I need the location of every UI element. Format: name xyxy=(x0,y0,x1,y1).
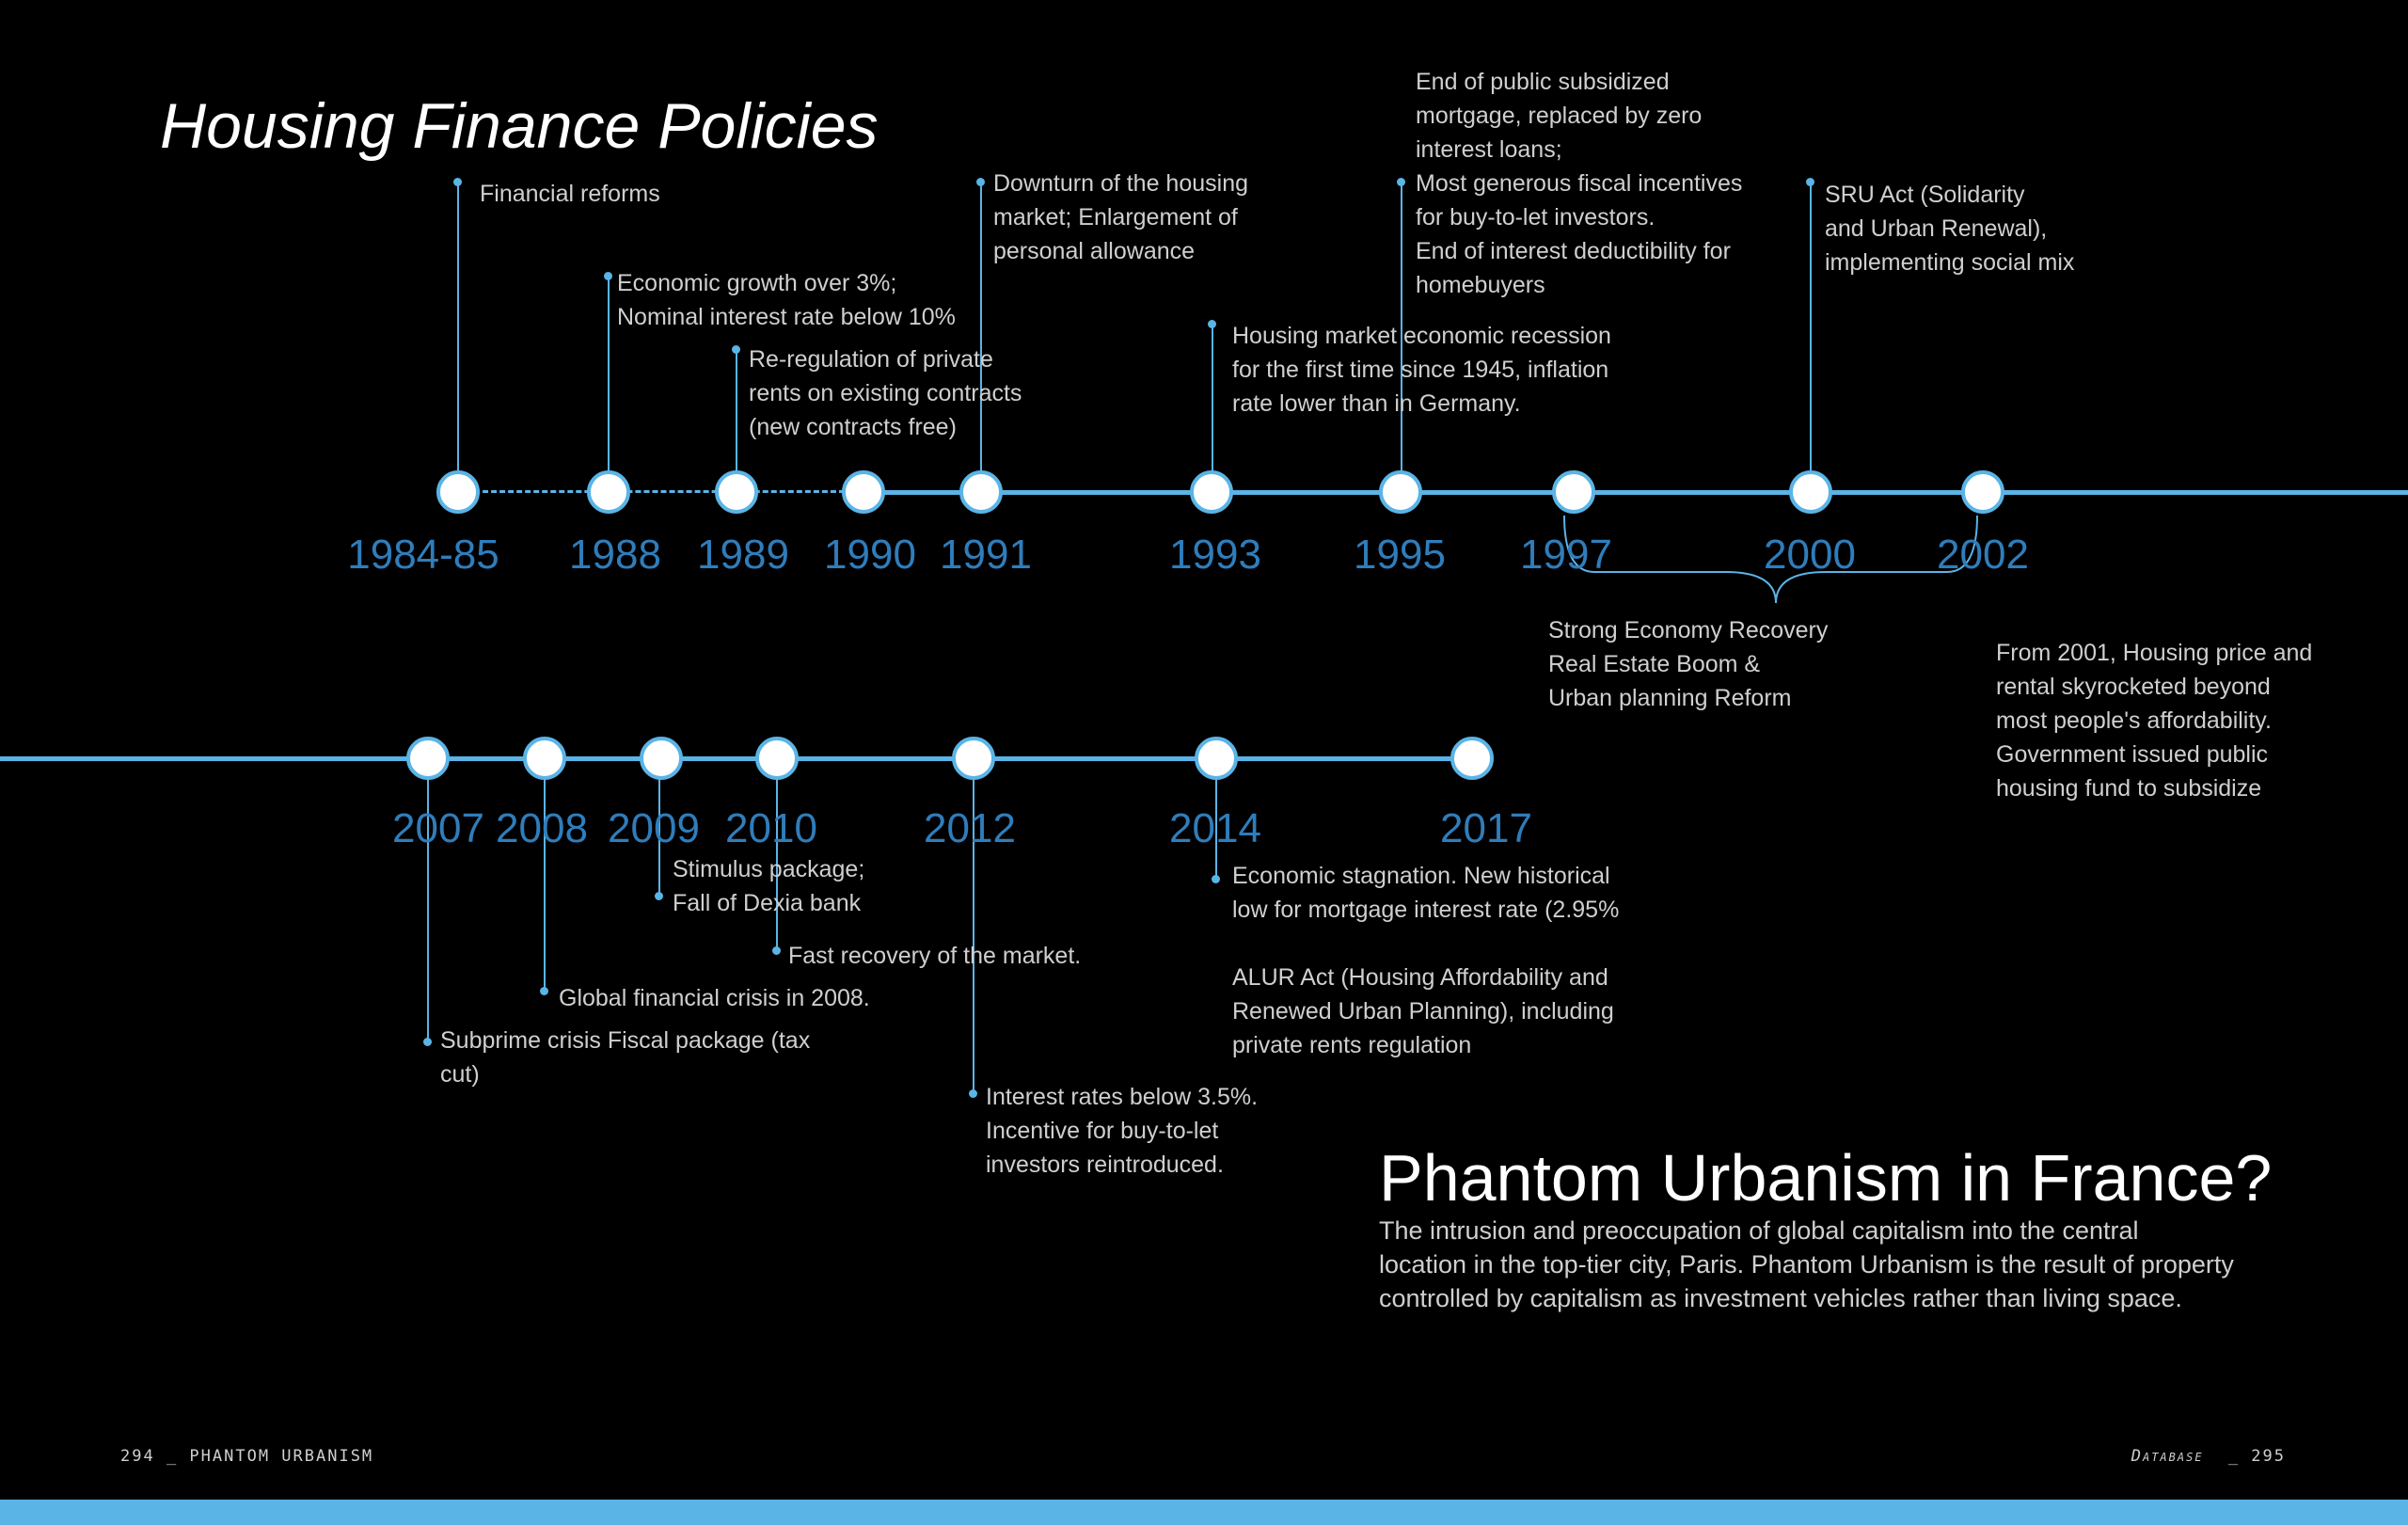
timeline-node-2002 xyxy=(1961,470,2004,514)
timeline-top-dashed-line xyxy=(457,490,862,493)
timeline-node-1993 xyxy=(1190,470,1233,514)
timeline-node-1991 xyxy=(959,470,1003,514)
year-label: 2009 xyxy=(608,805,700,851)
section-heading: Phantom Urbanism in France? xyxy=(1379,1141,2273,1215)
event-text-1991: Downturn of the housing market; Enlargement of personal allowance xyxy=(993,170,1249,264)
event-text-2007: Subprime crisis Fiscal package (tax cut) xyxy=(440,1027,811,1088)
timeline-bottom-line xyxy=(0,756,1472,761)
event-connector xyxy=(1212,325,1213,472)
event-dot xyxy=(1212,875,1220,883)
event-text-2008: Global financial crisis in 2008. xyxy=(559,985,870,1011)
timeline-node-1990 xyxy=(842,470,885,514)
year-label: 1988 xyxy=(569,532,661,578)
timeline-node-1997 xyxy=(1552,470,1595,514)
event-text-1984-85: Financial reforms xyxy=(480,181,660,207)
event-dot xyxy=(655,892,663,900)
footer-left-folio: 294 _ PHANTOM URBANISM xyxy=(120,1447,374,1466)
footer-right-folio xyxy=(2131,1447,2286,1466)
timeline-node-1989 xyxy=(715,470,758,514)
event-text-1993: Housing market economic recession for the first time since 1945, inflation rate lower than in Germany. xyxy=(1232,323,1611,417)
event-text-2012: Interest rates below 3.5%. Incentive for buy-to-let investors reintroduced. xyxy=(986,1084,1259,1178)
timeline-node-1988 xyxy=(587,470,630,514)
event-connector xyxy=(1810,183,1812,472)
event-dot xyxy=(1208,320,1216,328)
year-label: 2017 xyxy=(1440,805,1532,851)
year-label: 1990 xyxy=(824,532,916,578)
event-connector xyxy=(608,277,610,472)
timeline-node-2012 xyxy=(952,737,995,780)
timeline-node-2007 xyxy=(406,737,450,780)
timeline-node-1995 xyxy=(1379,470,1422,514)
event-dot xyxy=(423,1038,432,1046)
timeline-node-2009 xyxy=(640,737,683,780)
year-label: 2014 xyxy=(1169,805,1261,851)
timeline-node-2017 xyxy=(1450,737,1494,780)
year-label: 1997 xyxy=(1520,532,1612,578)
timeline-node-2000 xyxy=(1789,470,1832,514)
footer-bar xyxy=(0,1500,2408,1525)
year-label: 1989 xyxy=(697,532,789,578)
event-dot xyxy=(604,272,612,280)
year-label: 2008 xyxy=(496,805,588,851)
period-note: Strong Economy Recovery Real Estate Boom & Urban planning Reform xyxy=(1548,617,1829,711)
timeline-node-2014 xyxy=(1195,737,1238,780)
year-label: 1991 xyxy=(940,532,1032,578)
event-text-1995: End of public subsidized mortgage, replaced by zero interest loans; Most generous fiscal incentives for buy-to-let investors. End of interest deductibility for homebuyers xyxy=(1416,69,1743,298)
event-text-1989: Re-regulation of private rents on existing contracts (new contracts free) xyxy=(749,346,1022,440)
event-dot xyxy=(453,178,462,186)
event-dot xyxy=(976,178,985,186)
event-text-1988: Economic growth over 3%; Nominal interest rate below 10% xyxy=(617,270,956,330)
timeline-node-2010 xyxy=(755,737,799,780)
event-connector xyxy=(736,350,737,472)
timeline-node-1984-85 xyxy=(436,470,480,514)
year-label: 2002 xyxy=(1937,532,2029,578)
year-label: 1995 xyxy=(1354,532,1446,578)
year-label: 2000 xyxy=(1764,532,1856,578)
event-dot xyxy=(1397,178,1405,186)
year-label: 1993 xyxy=(1169,532,1261,578)
footer-section-name: Database xyxy=(2131,1447,2204,1466)
year-label: 2007 xyxy=(392,805,484,851)
event-text-2009: Stimulus package; Fall of Dexia bank xyxy=(673,856,865,916)
side-note: From 2001, Housing price and rental skyrocketed beyond most people's affordability. Government issued public housing fund to subsidize xyxy=(1996,640,2313,802)
section-body: The intrusion and preoccupation of global capitalism into the central location in the top-tier city, Paris. Phantom Urbanism is the result of property controlled by capitalism as investment vehicles rather than living space. xyxy=(1379,1216,2234,1312)
event-dot xyxy=(540,987,548,995)
event-dot xyxy=(969,1089,977,1098)
event-dot xyxy=(732,345,740,354)
year-label: 1984-85 xyxy=(347,532,499,578)
timeline-node-2008 xyxy=(523,737,566,780)
year-label: 2010 xyxy=(725,805,817,851)
event-dot xyxy=(772,946,781,955)
event-text-2000: SRU Act (Solidarity and Urban Renewal), implementing social mix xyxy=(1825,182,2075,276)
timeline-top-line xyxy=(863,490,2408,495)
page-title: Housing Finance Policies xyxy=(160,90,879,162)
event-connector xyxy=(457,183,459,472)
event-text-2014: Economic stagnation. New historical low for mortgage interest rate (2.95% ALUR Act (Housing Affordability and Renewed Urban Planning), including private rents regulation xyxy=(1232,863,1620,1058)
event-text-2010: Fast recovery of the market. xyxy=(788,943,1082,969)
footer-page-number: _ 295 xyxy=(2227,1447,2286,1466)
event-dot xyxy=(1806,178,1814,186)
year-label: 2012 xyxy=(924,805,1016,851)
